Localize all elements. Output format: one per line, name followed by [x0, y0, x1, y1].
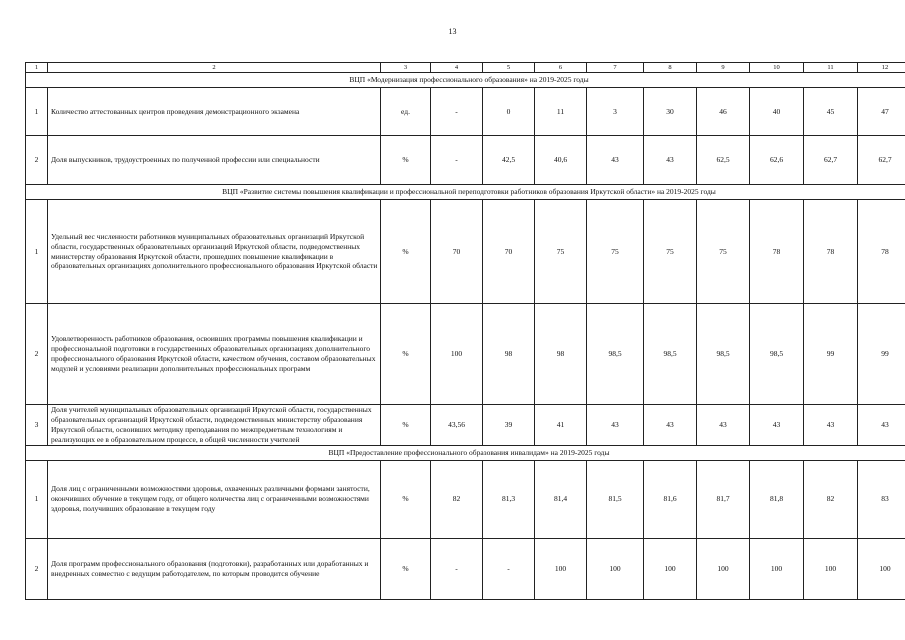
value-cell: 98	[535, 304, 587, 405]
value-cell: 100	[750, 538, 804, 599]
value-cell: 0	[483, 88, 535, 136]
column-number: 12	[858, 63, 905, 73]
value-cell: 43	[644, 136, 697, 185]
table-row	[26, 304, 905, 405]
value-cell: 11	[535, 88, 587, 136]
column-number: 5	[483, 63, 535, 73]
value-cell: 43	[587, 136, 644, 185]
indicator-name: Доля учителей муниципальных образовательных организаций Иркутской области, государственных образовательных организаций Иркутской области, подведомственных министерству образования Иркутской области, освоивших методику преподавания по межпредметным технологиям и реализующих ее в образовательном процессе, в общей численности учителей	[48, 405, 381, 446]
column-number: 8	[644, 63, 697, 73]
value-cell: 81,3	[483, 460, 535, 538]
table-row	[26, 136, 905, 185]
unit-cell: %	[381, 405, 431, 446]
section-header-row	[26, 445, 905, 460]
column-number: 7	[587, 63, 644, 73]
row-number: 1	[26, 200, 48, 304]
value-cell: 78	[858, 200, 905, 304]
row-number: 1	[26, 88, 48, 136]
unit-cell: ед.	[381, 88, 431, 136]
value-cell: 100	[587, 538, 644, 599]
value-cell: 46	[697, 88, 750, 136]
value-cell: 43	[858, 405, 905, 446]
unit-cell: %	[381, 136, 431, 185]
value-cell: 100	[535, 538, 587, 599]
table-row	[26, 200, 905, 304]
section-title: ВЦП «Модернизация профессионального образования» на 2019-2025 годы	[26, 73, 905, 88]
value-cell: 99	[804, 304, 858, 405]
indicator-name: Удовлетворенность работников образования, освоивших программы повышения квалификации и профессиональной подготовки в государственных образовательных организациях дополнительного профессионального образования Иркутской области, качеством обучения, составом образовательных модулей и условиями реализации дополнительных профессиональных программ	[48, 304, 381, 405]
value-cell: 45	[804, 88, 858, 136]
value-cell: 82	[804, 460, 858, 538]
indicator-name: Количество аттестованных центров проведения демонстрационного экзамена	[48, 88, 381, 136]
column-number-row	[26, 63, 905, 73]
section-title: ВЦП «Развитие системы повышения квалификации и профессиональной переподготовки работников образования Иркутской области» на 2019-2025 годы	[26, 185, 905, 200]
value-cell: -	[431, 88, 483, 136]
value-cell: 78	[804, 200, 858, 304]
value-cell: 98,5	[587, 304, 644, 405]
value-cell: 99	[858, 304, 905, 405]
value-cell: 81,8	[750, 460, 804, 538]
unit-cell: %	[381, 200, 431, 304]
value-cell: 43	[750, 405, 804, 446]
unit-cell: %	[381, 538, 431, 599]
value-cell: 70	[431, 200, 483, 304]
value-cell: 42,5	[483, 136, 535, 185]
section-title: ВЦП «Предоставление профессионального образования инвалидам» на 2019-2025 годы	[26, 445, 905, 460]
value-cell: 81,7	[697, 460, 750, 538]
value-cell: 98,5	[644, 304, 697, 405]
value-cell: 81,4	[535, 460, 587, 538]
value-cell: 43	[697, 405, 750, 446]
value-cell: -	[431, 538, 483, 599]
row-number: 2	[26, 136, 48, 185]
value-cell: 100	[858, 538, 905, 599]
page-number: 13	[448, 27, 457, 36]
value-cell: 47	[858, 88, 905, 136]
column-number: 2	[48, 63, 381, 73]
value-cell: 78	[750, 200, 804, 304]
value-cell: 98	[483, 304, 535, 405]
value-cell: 41	[535, 405, 587, 446]
column-number: 9	[697, 63, 750, 73]
indicator-name: Доля программ профессионального образования (подготовки), разработанных или доработанных и внедренных совместно с ведущим работодателем, по которым проводится обучение	[48, 538, 381, 599]
value-cell: 81,6	[644, 460, 697, 538]
value-cell: 75	[644, 200, 697, 304]
section-header-row	[26, 185, 905, 200]
indicator-name: Доля выпускников, трудоустроенных по полученной профессии или специальности	[48, 136, 381, 185]
table-row	[26, 405, 905, 446]
value-cell: 75	[535, 200, 587, 304]
row-number: 2	[26, 304, 48, 405]
value-cell: 43	[587, 405, 644, 446]
column-number: 3	[381, 63, 431, 73]
value-cell: 100	[644, 538, 697, 599]
value-cell: 40	[750, 88, 804, 136]
value-cell: 83	[858, 460, 905, 538]
value-cell: -	[431, 136, 483, 185]
table-row	[26, 538, 905, 599]
column-number: 11	[804, 63, 858, 73]
value-cell: 43	[804, 405, 858, 446]
unit-cell: %	[381, 304, 431, 405]
value-cell: 62,5	[697, 136, 750, 185]
value-cell: 100	[697, 538, 750, 599]
value-cell: 62,6	[750, 136, 804, 185]
value-cell: 98,5	[750, 304, 804, 405]
unit-cell: %	[381, 460, 431, 538]
value-cell: 43	[644, 405, 697, 446]
indicators-table	[25, 62, 905, 600]
value-cell: 75	[697, 200, 750, 304]
indicator-name: Доля лиц с ограниченными возможностями здоровья, охваченных различными формами занятости, окончивших обучение в текущем году, от общего количества лиц с ограниченными возможностями здоровья, получивших образование в текущем году	[48, 460, 381, 538]
row-number: 3	[26, 405, 48, 446]
value-cell: -	[483, 538, 535, 599]
value-cell: 43,56	[431, 405, 483, 446]
value-cell: 98,5	[697, 304, 750, 405]
value-cell: 75	[587, 200, 644, 304]
value-cell: 81,5	[587, 460, 644, 538]
column-number: 6	[535, 63, 587, 73]
table-row	[26, 88, 905, 136]
value-cell: 62,7	[858, 136, 905, 185]
table-row	[26, 460, 905, 538]
section-header-row	[26, 73, 905, 88]
column-number: 1	[26, 63, 48, 73]
value-cell: 70	[483, 200, 535, 304]
value-cell: 62,7	[804, 136, 858, 185]
indicator-name: Удельный вес численности работников муниципальных образовательных организаций Иркутской области, государственных образовательных организаций Иркутской области, подведомственных министерству образования Иркутской области, прошедших повышение квалификации в образовательных организациях дополнительного профессионального образования Иркутской области	[48, 200, 381, 304]
row-number: 1	[26, 460, 48, 538]
value-cell: 82	[431, 460, 483, 538]
value-cell: 100	[804, 538, 858, 599]
column-number: 4	[431, 63, 483, 73]
value-cell: 39	[483, 405, 535, 446]
row-number: 2	[26, 538, 48, 599]
value-cell: 30	[644, 88, 697, 136]
value-cell: 40,6	[535, 136, 587, 185]
value-cell: 100	[431, 304, 483, 405]
column-number: 10	[750, 63, 804, 73]
value-cell: 3	[587, 88, 644, 136]
